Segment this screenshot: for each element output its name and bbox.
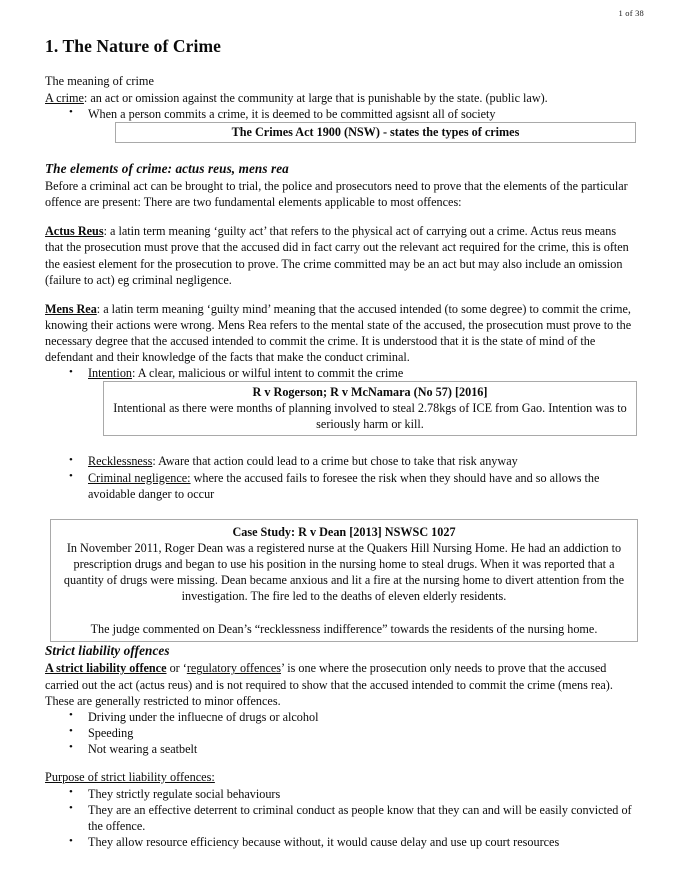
purpose-heading-text: Purpose of strict liability offences: bbox=[45, 770, 215, 785]
list-item: • Speeding bbox=[45, 725, 637, 741]
recklessness-text: : Aware that action could lead to a crime but chose to take that risk anyway bbox=[152, 454, 518, 469]
spacer bbox=[45, 502, 637, 519]
meaning-of-crime-bullets bbox=[45, 106, 637, 122]
intention-term: Intention bbox=[88, 366, 133, 381]
regulatory-offences-term: regulatory offences bbox=[186, 661, 282, 676]
section-heading-elements-of-crime: The elements of crime: actus reus, mens rea bbox=[45, 161, 289, 177]
strict-liability-conjunction: or ‘ bbox=[166, 661, 187, 676]
criminal-negligence-text: where the accused fails to foresee the risk when they should have and so allows the avoidable danger to occur bbox=[88, 470, 600, 501]
purpose-heading bbox=[45, 770, 637, 786]
rogerson-case-body: Intentional as there were months of planning involved to steal 2.78kgs of ICE from Gao. Intention was to seriously harm or kill. bbox=[113, 401, 627, 432]
list-item: • They strictly regulate social behaviours bbox=[45, 786, 637, 802]
document-content bbox=[45, 36, 637, 850]
recklessness-term: Recklessness bbox=[88, 454, 153, 469]
strict-liability-purposes bbox=[45, 786, 637, 850]
actus-reus-text: : a latin term meaning ‘guilty act’ that refers to the physical act of carrying out a crime. Actus reus means that the prosecution must prove that the accused did in fact carry out the relevant act required for the crime, this is often the easiest element for the prosecution to prove. The crime committed may be an act but may also include an omission (failure to act) eg criminal negligence. bbox=[45, 224, 629, 287]
rogerson-case-callout-box bbox=[103, 381, 637, 436]
list-item: • When a person commits a crime, it is deemed to be committed agsisnt all of society bbox=[45, 106, 637, 122]
crime-definition-text: : an act or omission against the community at large that is punishable by the state. (public law). bbox=[83, 90, 548, 105]
section-heading-meaning-of-crime: The meaning of crime bbox=[45, 74, 154, 88]
mens-rea-bullet-list bbox=[45, 453, 637, 501]
list-item bbox=[45, 453, 637, 469]
list-item: • They allow resource efficiency because without, it would cause delay and use up court resources bbox=[45, 834, 637, 850]
crime-definition bbox=[45, 90, 637, 106]
case-study-callout-box bbox=[50, 519, 638, 643]
strict-liability-definition bbox=[45, 660, 637, 708]
spacer bbox=[45, 757, 637, 770]
spacer bbox=[45, 143, 637, 160]
list-item: • Driving under the influecne of drugs or alcohol bbox=[45, 709, 637, 725]
mens-rea-paragraph bbox=[45, 301, 637, 365]
page-number-indicator: 1 of 38 bbox=[618, 8, 644, 18]
elements-of-crime-intro: Before a criminal act can be brought to trial, the police and prosecutors need to prove that the elements of the particular offence are present: There are two fundamental elements applicable to most offences: bbox=[45, 179, 628, 210]
case-study-body: In November 2011, Roger Dean was a registered nurse at the Quakers Hill Nursing Home. He had an addiction to prescription drugs and began to use his position in the nursing home to steal drugs. When it was reported that a quantity of drugs were missing. Dean became anxious and lit a fire at the nursing home to divert attention from the investigation. The fire led to the deaths of eleven elderly residents. bbox=[63, 540, 625, 604]
strict-liability-term: A strict liability offence bbox=[45, 661, 167, 676]
page-title: 1. The Nature of Crime bbox=[45, 36, 222, 56]
actus-reus-term: Actus Reus bbox=[45, 224, 104, 239]
crimes-act-text: The Crimes Act 1900 (NSW) - states the types of crimes bbox=[231, 124, 520, 139]
strict-liability-examples bbox=[45, 709, 637, 757]
intention-text: : A clear, malicious or wilful intent to commit the crime bbox=[132, 366, 404, 381]
list-item bbox=[45, 470, 637, 502]
intention-bullet-list bbox=[45, 365, 637, 381]
crime-definition-term: A crime bbox=[45, 90, 84, 105]
list-item: • They are an effective deterrent to criminal conduct as people know that they can and will be easily convicted of the offence. bbox=[45, 802, 637, 834]
spacer bbox=[45, 288, 637, 301]
rogerson-case-title: R v Rogerson; R v McNamara (No 57) [2016] bbox=[252, 385, 488, 400]
criminal-negligence-term: Criminal negligence: bbox=[88, 470, 191, 485]
crimes-act-callout-box bbox=[115, 122, 636, 143]
case-study-judge-comment: The judge commented on Dean’s “recklessness indifference” towards the residents of the nursing home. bbox=[90, 622, 598, 637]
case-study-title: Case Study: R v Dean [2013] NSWSC 1027 bbox=[232, 524, 456, 539]
section-heading-strict-liability: Strict liability offences bbox=[45, 643, 170, 659]
mens-rea-text: : a latin term meaning ‘guilty mind’ meaning that the accused intended (to some degree) to commit the crime, knowing their actions were wrong. Mens Rea refers to the mental state of the accused, the prosecution must prove to the necessary degree that the accused intended to commit the crime. It is understood that it is the state of mind of the defendant and their knowledge of the facts that make the conduct criminal. bbox=[45, 301, 632, 365]
spacer bbox=[45, 436, 637, 453]
strict-liability-text: ’ is one where the prosecution only needs to prove that the accused carried out the act (actus reus) and is not required to show that the accused intended to commit the crime (mens rea). These are generally restricted to minor offences. bbox=[45, 661, 613, 708]
mens-rea-term: Mens Rea bbox=[45, 301, 97, 316]
list-item bbox=[45, 365, 637, 381]
spacer bbox=[45, 210, 637, 223]
list-item: • Not wearing a seatbelt bbox=[45, 741, 637, 757]
actus-reus-paragraph bbox=[45, 223, 637, 287]
